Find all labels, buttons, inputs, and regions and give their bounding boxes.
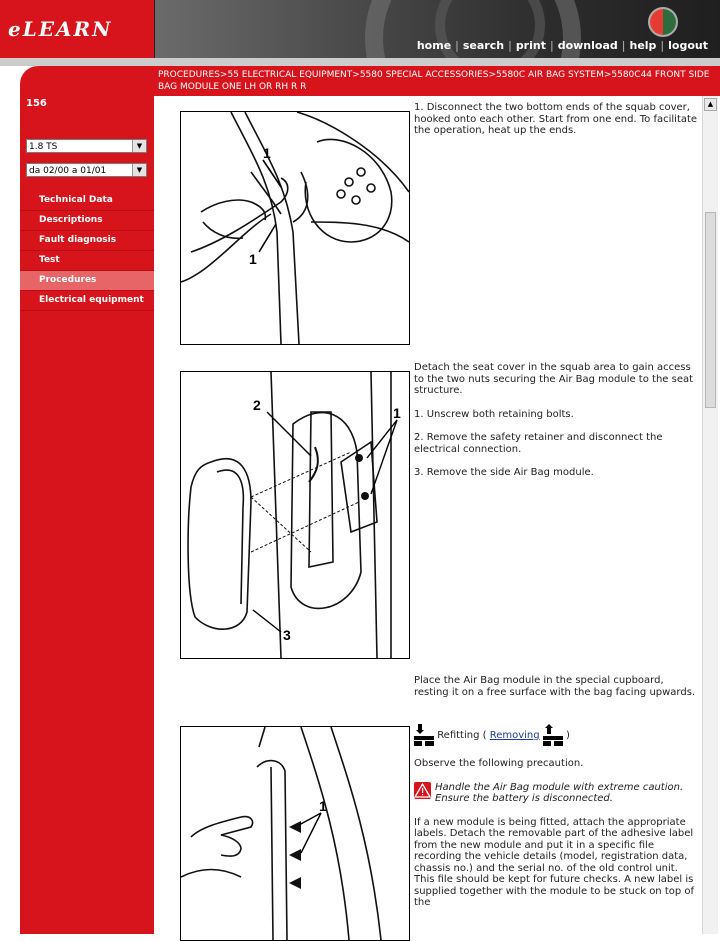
nav-download[interactable]: download — [557, 39, 618, 52]
place-module-paragraph: Place the Air Bag module in the special cupboard, resting it on a free surface with the bag facing upwards. — [414, 675, 696, 698]
step-1-paragraph: 1. Disconnect the two bottom ends of the squab cover, hooked onto each other. Start from one end. To facilitate the operation, heat up the ends. — [414, 102, 698, 136]
nav-help[interactable]: help — [629, 39, 657, 52]
removing-icon[interactable] — [543, 724, 563, 746]
step-1-text — [414, 102, 699, 149]
refitting-icon — [414, 724, 434, 746]
observe-text: Observe the following precaution. — [414, 758, 584, 769]
fig1-label-1b: 1 — [249, 251, 257, 267]
sidebar — [20, 96, 154, 934]
figure-airbag-module-removal — [180, 371, 410, 659]
header-separator — [0, 58, 720, 66]
warning-icon — [414, 782, 431, 799]
nav-home[interactable]: home — [416, 39, 452, 52]
sidebar-item-electrical-equipment[interactable]: Electrical equipment — [20, 291, 154, 311]
fig2-label-2: 2 — [253, 397, 261, 413]
engine-select[interactable] — [26, 139, 147, 153]
header — [0, 0, 720, 58]
logo-text: eLEARN — [8, 17, 113, 41]
refitting-label: Refitting ( — [437, 730, 487, 741]
removing-link[interactable]: Removing — [489, 730, 540, 741]
elearn-logo[interactable] — [0, 0, 154, 58]
place-module-text — [414, 675, 699, 710]
nav-logout[interactable]: logout — [668, 39, 708, 52]
step-2-item-1: 1. Unscrew both retaining bolts. — [414, 408, 574, 420]
airbag-removal-drawing — [181, 372, 409, 658]
step-2-intro: Detach the seat cover in the squab area to gain access to the two nuts securing the Air Bag module to the seat structure. — [414, 362, 694, 396]
sidebar-item-technical-data[interactable]: Technical Data — [20, 191, 154, 211]
sidebar-item-test[interactable]: Test — [20, 251, 154, 271]
fig2-label-1: 1 — [393, 405, 401, 421]
scroll-up-icon[interactable]: ▲ — [704, 98, 717, 111]
fig1-label-1a: 1 — [263, 145, 271, 161]
sidebar-item-fault-diagnosis[interactable]: Fault diagnosis — [20, 231, 154, 251]
breadcrumb: PROCEDURES>55 ELECTRICAL EQUIPMENT>5580 SPECIAL ACCESSORIES>5580C AIR BAG SYSTEM>5580C44 FRONT SIDE BAG MODULE ONE LH OR RH R R — [158, 70, 710, 92]
sidebar-item-descriptions[interactable]: Descriptions — [20, 211, 154, 231]
refit-module-drawing — [181, 727, 409, 940]
fig2-label-3: 3 — [283, 627, 291, 643]
content-scrollbar[interactable] — [702, 96, 718, 934]
refitting-section — [414, 724, 699, 921]
chevron-down-icon[interactable]: ▼ — [132, 164, 146, 176]
period-select-value: da 02/00 a 01/01 — [29, 166, 107, 176]
squab-cover-drawing — [181, 112, 409, 344]
fig3-label-1: 1 — [319, 798, 327, 814]
engine-select-value: 1.8 TS — [29, 142, 58, 152]
top-navigation: home | search | print | download | help | logout — [416, 39, 708, 52]
figure-refit-module — [180, 726, 410, 941]
new-module-text: If a new module is being fitted, attach the appropriate labels. Detach the removable part of the adhesive label from the new module and put it in a specific file recording the vehicle details (model, registration data, chassis no.) and the serial no. of the old control unit. This file should be kept for future checks. A new label is supplied together with the module to be stuck on top of the — [414, 816, 695, 908]
refitting-line — [414, 724, 699, 746]
alfa-romeo-emblem-icon — [648, 7, 678, 37]
nav-search[interactable]: search — [462, 39, 505, 52]
step-2-item-3: 3. Remove the side Air Bag module. — [414, 467, 594, 478]
sidebar-menu — [20, 191, 154, 311]
warning-block — [414, 782, 699, 805]
close-paren: ) — [566, 730, 570, 741]
step-2-text — [414, 362, 699, 491]
sidebar-item-procedures[interactable]: Procedures — [20, 271, 154, 291]
nav-print[interactable]: print — [515, 39, 546, 52]
model-label: 156 — [26, 98, 47, 109]
chevron-down-icon[interactable]: ▼ — [132, 140, 146, 152]
step-2-item-2: 2. Remove the safety retainer and disconnect the electrical connection. — [414, 432, 663, 455]
warning-text: Handle the Air Bag module with extreme caution. Ensure the battery is disconnected. — [435, 781, 684, 804]
figure-squab-cover — [180, 111, 410, 345]
scroll-thumb[interactable] — [705, 212, 716, 408]
period-select[interactable] — [26, 163, 147, 177]
